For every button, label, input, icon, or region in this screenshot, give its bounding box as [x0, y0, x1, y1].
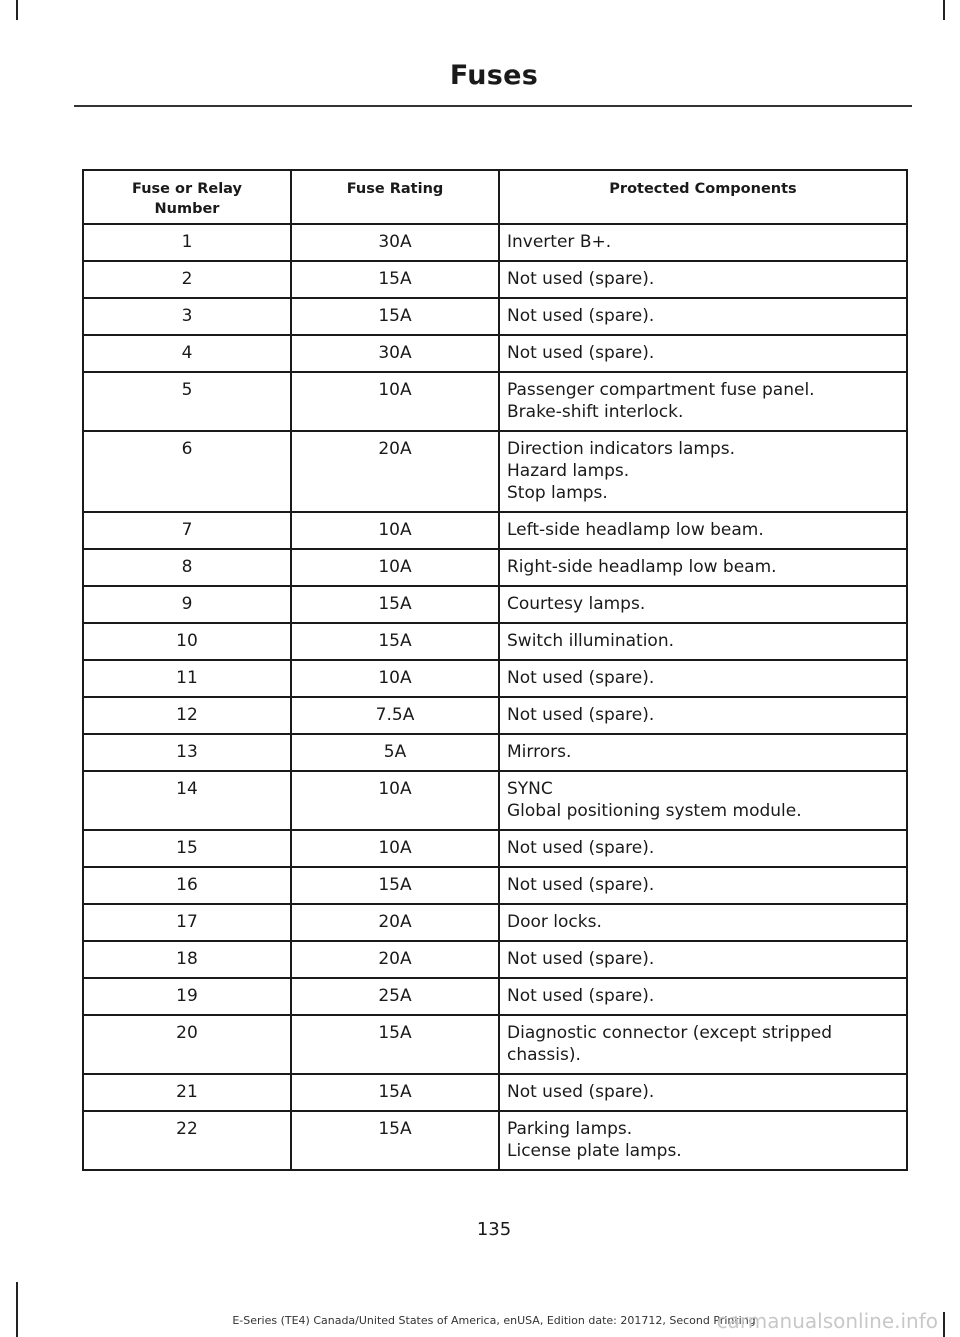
component-line: Not used (spare). [507, 343, 655, 363]
fuse-rating-cell: 15A [291, 261, 499, 298]
table-row [83, 904, 907, 941]
protected-components-cell [499, 1074, 907, 1111]
component-line: Mirrors. [507, 742, 572, 762]
fuse-number-cell: 4 [83, 335, 291, 372]
protected-components-cell [499, 372, 907, 431]
fuse-rating-cell: 15A [291, 1015, 499, 1074]
table-row [83, 771, 907, 830]
protected-components-cell [499, 867, 907, 904]
component-line: Right-side headlamp low beam. [507, 557, 777, 577]
fuse-number-cell: 3 [83, 298, 291, 335]
crop-mark-top-right-v [943, 0, 945, 20]
component-line: Not used (spare). [507, 986, 655, 1006]
component-line: Stop lamps. [507, 483, 608, 503]
table-row [83, 335, 907, 372]
fuse-rating-cell: 10A [291, 660, 499, 697]
table-row [83, 867, 907, 904]
component-line: Not used (spare). [507, 875, 655, 895]
component-line: Passenger compartment fuse panel. [507, 380, 815, 400]
table-row [83, 512, 907, 549]
page-title: Fuses [449, 60, 539, 91]
table-row [83, 586, 907, 623]
fuse-number-cell: 6 [83, 431, 291, 512]
header-fuse-number-label: Fuse or Relay Number [132, 181, 242, 217]
table-row [83, 261, 907, 298]
component-line: License plate lamps. [507, 1141, 682, 1161]
fuse-rating-cell: 20A [291, 941, 499, 978]
fuse-rating-cell: 30A [291, 224, 499, 261]
fuse-number-cell: 15 [83, 830, 291, 867]
table-row [83, 734, 907, 771]
component-line: Courtesy lamps. [507, 594, 646, 614]
crop-mark-bottom-left-v [16, 1282, 18, 1337]
table-header-row [83, 170, 907, 224]
fuse-number-cell: 14 [83, 771, 291, 830]
header-fuse-rating: Fuse Rating [291, 170, 499, 224]
fuse-rating-cell: 30A [291, 335, 499, 372]
fuse-number-cell: 21 [83, 1074, 291, 1111]
component-line: Parking lamps. [507, 1119, 633, 1139]
protected-components-cell [499, 941, 907, 978]
protected-components-cell [499, 431, 907, 512]
fuse-number-cell: 16 [83, 867, 291, 904]
header-protected-components: Protected Components [499, 170, 907, 224]
component-line: Global positioning system module. [507, 801, 802, 821]
component-line: Not used (spare). [507, 269, 655, 289]
fuse-number-cell: 18 [83, 941, 291, 978]
protected-components-cell [499, 697, 907, 734]
crop-mark-top-left-v [16, 0, 18, 20]
table-row [83, 549, 907, 586]
protected-components-cell [499, 549, 907, 586]
fuse-rating-cell: 15A [291, 586, 499, 623]
fuse-number-cell: 13 [83, 734, 291, 771]
page-footer: E-Series (TE4) Canada/United States of America, enUSA, Edition date: 201712, Second Printing [232, 1314, 756, 1327]
table-row [83, 224, 907, 261]
component-line: Direction indicators lamps. [507, 439, 736, 459]
fuse-number-cell: 20 [83, 1015, 291, 1074]
component-line: Not used (spare). [507, 705, 655, 725]
component-line: Door locks. [507, 912, 602, 932]
fuse-rating-cell: 10A [291, 830, 499, 867]
fuse-number-cell: 10 [83, 623, 291, 660]
fuse-rating-cell: 15A [291, 1111, 499, 1170]
component-line: chassis). [507, 1045, 581, 1065]
fuse-rating-cell: 25A [291, 978, 499, 1015]
component-line: Not used (spare). [507, 838, 655, 858]
component-line: Inverter B+. [507, 232, 612, 252]
fuse-number-cell: 9 [83, 586, 291, 623]
fuse-number-cell: 12 [83, 697, 291, 734]
component-line: SYNC [507, 779, 553, 799]
fuse-rating-cell: 10A [291, 512, 499, 549]
protected-components-cell [499, 771, 907, 830]
table-row [83, 431, 907, 512]
fuse-rating-cell: 20A [291, 431, 499, 512]
component-line: Not used (spare). [507, 668, 655, 688]
fuse-number-cell: 17 [83, 904, 291, 941]
table-row [83, 1074, 907, 1111]
protected-components-cell [499, 904, 907, 941]
component-line: Switch illumination. [507, 631, 674, 651]
protected-components-cell [499, 830, 907, 867]
table-row [83, 298, 907, 335]
fuse-table-body [83, 224, 907, 1170]
fuse-number-cell: 5 [83, 372, 291, 431]
table-row [83, 372, 907, 431]
fuse-number-cell: 2 [83, 261, 291, 298]
protected-components-cell [499, 586, 907, 623]
table-row [83, 830, 907, 867]
component-line: Not used (spare). [507, 949, 655, 969]
table-row [83, 941, 907, 978]
table-row [83, 1015, 907, 1074]
protected-components-cell [499, 660, 907, 697]
fuse-table [82, 169, 908, 1171]
fuse-number-cell: 11 [83, 660, 291, 697]
component-line: Diagnostic connector (except stripped [507, 1023, 833, 1043]
table-row [83, 623, 907, 660]
table-row [83, 697, 907, 734]
protected-components-cell [499, 734, 907, 771]
protected-components-cell [499, 261, 907, 298]
protected-components-cell [499, 298, 907, 335]
fuse-rating-cell: 15A [291, 298, 499, 335]
component-line: Left-side headlamp low beam. [507, 520, 764, 540]
protected-components-cell [499, 978, 907, 1015]
title-divider [74, 105, 912, 107]
fuse-rating-cell: 15A [291, 1074, 499, 1111]
fuse-rating-cell: 10A [291, 549, 499, 586]
fuse-number-cell: 7 [83, 512, 291, 549]
fuse-rating-cell: 10A [291, 771, 499, 830]
fuse-number-cell: 8 [83, 549, 291, 586]
fuse-rating-cell: 15A [291, 623, 499, 660]
protected-components-cell [499, 224, 907, 261]
protected-components-cell [499, 335, 907, 372]
table-row [83, 978, 907, 1015]
fuse-rating-cell: 15A [291, 867, 499, 904]
protected-components-cell [499, 1111, 907, 1170]
component-line: Hazard lamps. [507, 461, 630, 481]
table-row [83, 1111, 907, 1170]
component-line: Brake-shift interlock. [507, 402, 684, 422]
component-line: Not used (spare). [507, 1082, 655, 1102]
table-row [83, 660, 907, 697]
fuse-rating-cell: 20A [291, 904, 499, 941]
watermark: carmanualsonline.info [716, 1309, 938, 1333]
protected-components-cell [499, 512, 907, 549]
fuse-rating-cell: 5A [291, 734, 499, 771]
component-line: Not used (spare). [507, 306, 655, 326]
fuse-number-cell: 1 [83, 224, 291, 261]
header-fuse-number [83, 170, 291, 224]
page-number: 135 [476, 1219, 512, 1240]
protected-components-cell [499, 1015, 907, 1074]
fuse-number-cell: 22 [83, 1111, 291, 1170]
protected-components-cell [499, 623, 907, 660]
fuse-rating-cell: 7.5A [291, 697, 499, 734]
fuse-number-cell: 19 [83, 978, 291, 1015]
fuse-rating-cell: 10A [291, 372, 499, 431]
